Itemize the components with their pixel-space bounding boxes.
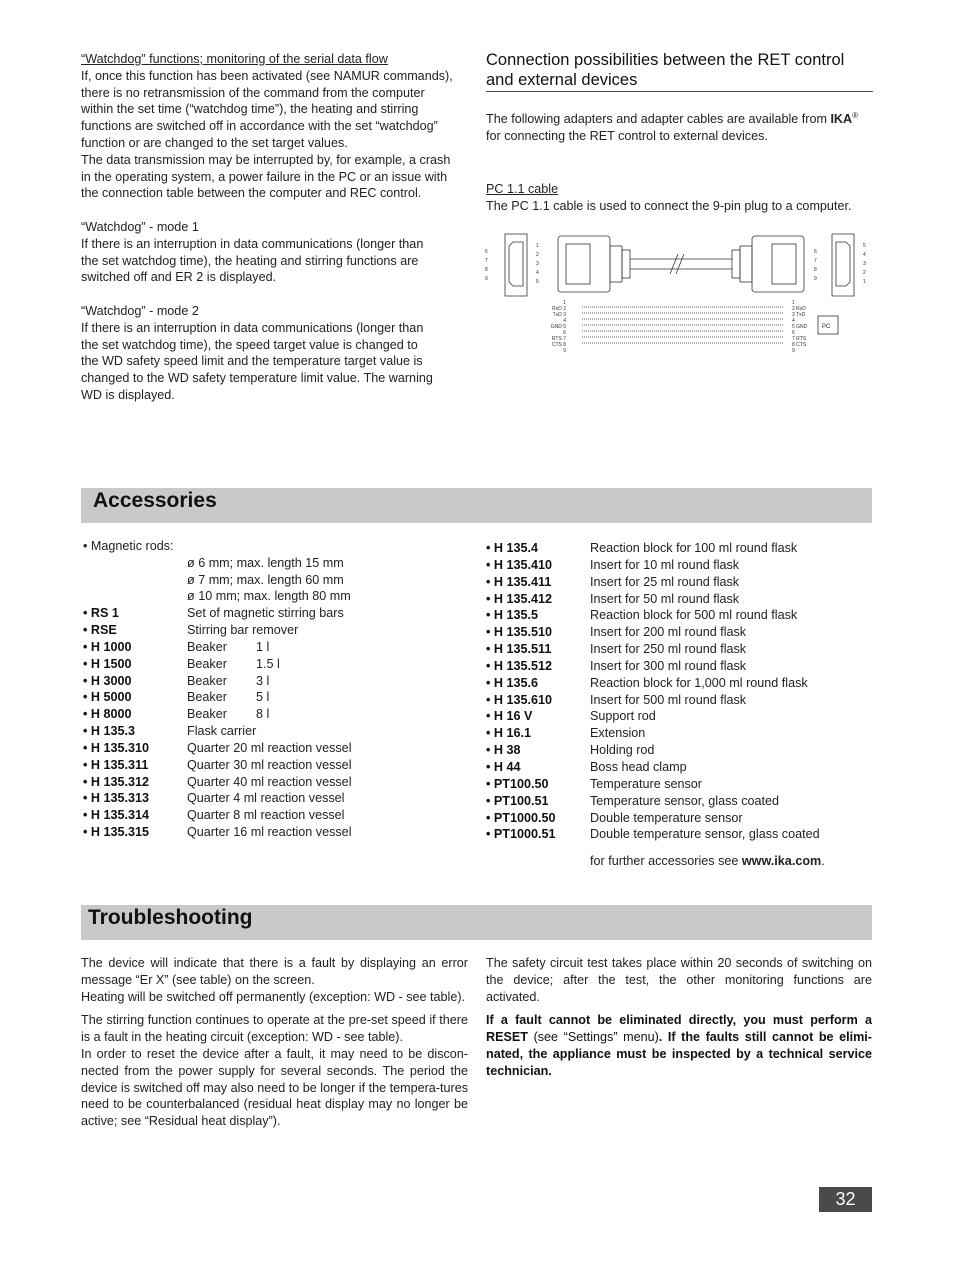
troubleshooting-right (486, 955, 872, 1080)
connection-intro-2: for connecting the RET control to external devices. (486, 128, 768, 143)
magnetic-size-item: ø 6 mm; max. length 15 mm (187, 555, 344, 570)
watchdog-mode1-line: If there is an interruption in data communications (longer than (81, 236, 424, 251)
magnetic-size-item: ø 10 mm; max. length 80 mm (187, 589, 351, 604)
watchdog-intro (81, 68, 473, 202)
watchdog-mode1-text (81, 236, 473, 286)
accessory-description: Boss head clamp (590, 759, 687, 774)
svg-text:1: 1 (536, 243, 539, 249)
accessory-description: Insert for 250 ml round flask (590, 642, 747, 657)
accessory-item (83, 673, 473, 690)
pc-label: PC (822, 324, 831, 330)
svg-text:7: 7 (485, 258, 488, 264)
accessory-code: • H 135.412 (486, 591, 553, 606)
svg-text:RxD 2: RxD 2 (552, 306, 566, 312)
svg-text:5 GND: 5 GND (792, 324, 808, 330)
pc-cable-text: The PC 1.1 cable is used to connect the 9-pin plug to a computer. (486, 198, 852, 213)
accessory-code: • H 135.512 (486, 658, 553, 673)
svg-text:7: 7 (814, 258, 817, 264)
accessory-description: Quarter 16 ml reaction vessel (187, 825, 352, 840)
watchdog-mode2-line: If there is an interruption in data communications (longer than (81, 320, 424, 335)
watchdog-section (81, 51, 473, 404)
accessory-code: • H 8000 (83, 707, 132, 722)
accessory-code: • H 135.5 (486, 608, 539, 623)
troubleshooting-left (81, 955, 468, 1130)
trouble-right-p2: If a fault cannot be eliminated directly, you must perform a RESET (see “Settings” menu). If the faults still cannot be elimi-nated, the appliance must be inspected by a technical service technician. (486, 1013, 872, 1078)
accessory-description: Temperature sensor (590, 776, 702, 791)
svg-text:4: 4 (863, 252, 866, 258)
accessory-item (83, 639, 473, 656)
accessory-item (486, 826, 873, 843)
accessory-description: Beaker (187, 673, 227, 688)
connection-heading-line1: Connection possibilities between the RET control (486, 51, 845, 69)
accessory-code: • H 135.312 (83, 774, 150, 789)
accessory-item (83, 807, 473, 824)
accessory-code: • PT100.51 (486, 793, 549, 808)
magnetic-size-item: ø 7 mm; max. length 60 mm (187, 572, 344, 587)
svg-text:4: 4 (536, 270, 539, 276)
svg-text:7 RTS: 7 RTS (792, 336, 807, 342)
accessory-item (83, 774, 473, 791)
accessory-code: • H 135.314 (83, 808, 150, 823)
accessory-item (83, 689, 473, 706)
accessory-code: • H 3000 (83, 673, 132, 688)
accessory-item (486, 793, 873, 810)
svg-text:1: 1 (863, 279, 866, 285)
accessory-item (486, 574, 873, 591)
accessory-description: Temperature sensor, glass coated (590, 793, 780, 808)
svg-text:5: 5 (863, 243, 866, 249)
accessory-description: Quarter 20 ml reaction vessel (187, 740, 352, 755)
svg-text:8 CTS: 8 CTS (792, 342, 807, 348)
svg-text:CTS 8: CTS 8 (551, 342, 566, 348)
accessory-code: • H 38 (486, 743, 521, 758)
accessory-item (486, 725, 873, 742)
accessory-item (486, 540, 873, 557)
accessory-item (83, 740, 473, 757)
svg-text:6: 6 (814, 249, 817, 255)
svg-text:GND 5: GND 5 (550, 324, 566, 330)
accessory-code: • H 135.410 (486, 557, 553, 572)
accessory-description: Holding rod (590, 743, 655, 758)
watchdog-intro-line: there is no retransmission of the command from the computer (81, 85, 425, 100)
svg-text:6: 6 (563, 330, 566, 336)
ika-website-link[interactable]: www.ika.com (741, 854, 822, 869)
svg-text:9: 9 (792, 348, 795, 354)
accessory-item (83, 656, 473, 673)
accessory-description: Insert for 50 ml round flask (590, 591, 740, 606)
watchdog-mode2-text (81, 320, 473, 404)
svg-text:6: 6 (792, 330, 795, 336)
watchdog-mode1-line: switched off and ER 2 is displayed. (81, 270, 277, 285)
watchdog-mode1-title: “Watchdog” - mode 1 (81, 219, 199, 234)
accessory-code: • H 5000 (83, 690, 132, 705)
accessory-item (83, 790, 473, 807)
page-number-box (819, 1187, 872, 1212)
accessory-volume: 1.5 l (256, 656, 280, 671)
accessory-item (83, 605, 473, 622)
accessory-description: Insert for 300 ml round flask (590, 658, 747, 673)
right-db9-connector (832, 234, 854, 296)
accessories-right (486, 540, 873, 870)
accessories-left (83, 538, 473, 841)
accessory-code: • H 135.310 (83, 740, 150, 755)
accessory-code: • H 135.4 (486, 541, 539, 555)
connection-heading-line2: and external devices (486, 70, 638, 89)
watchdog-mode2-line: changed to the WD safety temperature limit value. The warning (81, 371, 433, 386)
accessory-volume: 5 l (256, 690, 270, 705)
accessory-code: • PT1000.51 (486, 827, 556, 842)
accessory-code: • H 135.610 (486, 692, 553, 707)
accessory-code: • RS 1 (83, 606, 119, 621)
accessory-description: Reaction block for 500 ml round flask (590, 608, 798, 623)
accessory-description: Flask carrier (187, 724, 257, 739)
watchdog-intro-line: in the operating system, a power failure in the PC or an issue with (81, 169, 448, 184)
accessory-item (486, 675, 873, 692)
accessory-description: Beaker (187, 639, 227, 654)
accessory-description: Quarter 8 ml reaction vessel (187, 808, 345, 823)
accessory-item (486, 708, 873, 725)
pc-cable-title: PC 1.1 cable (486, 181, 559, 196)
accessory-item (486, 810, 873, 827)
trouble-left-p4: In order to reset the device after a fault, it may need to be discon-nected from the power supply for several seconds. The period the device is switched off may also need to be longer if the tempera-tures need to be counterbalanced (residual heat display may no longer be active; see “Residual heat display”). (81, 1046, 468, 1129)
accessory-description: Quarter 4 ml reaction vessel (187, 791, 345, 806)
svg-text:8: 8 (814, 267, 817, 273)
accessory-code: • RSE (83, 623, 117, 638)
accessory-description: Insert for 10 ml round flask (590, 557, 740, 572)
connection-section (486, 51, 873, 214)
troubleshooting-title: Troubleshooting (88, 906, 253, 929)
svg-text:4: 4 (792, 318, 795, 324)
accessory-code: • H 135.411 (486, 574, 552, 589)
accessory-item (486, 692, 873, 709)
page-number: 32 (835, 1189, 856, 1209)
svg-text:2: 2 (863, 270, 866, 276)
svg-text:TxD 3: TxD 3 (552, 312, 566, 318)
accessory-code: • PT100.50 (486, 776, 549, 791)
svg-text:2 RxD: 2 RxD (792, 306, 806, 312)
svg-text:1: 1 (563, 300, 566, 306)
accessory-item (486, 641, 873, 658)
accessories-band (81, 488, 872, 523)
accessory-description: Stirring bar remover (187, 623, 299, 638)
accessory-code: • H 135.511 (486, 642, 552, 657)
accessory-code: • H 135.3 (83, 724, 136, 739)
troubleshooting-band (81, 905, 872, 940)
accessory-item (83, 622, 473, 639)
accessory-item (486, 624, 873, 641)
accessory-description: Double temperature sensor, glass coated (590, 827, 820, 842)
watchdog-intro-line: the connection table between the computer and REC control. (81, 186, 422, 201)
accessory-code: • H 16.1 (486, 726, 532, 741)
accessory-description: Insert for 200 ml round flask (590, 625, 747, 640)
svg-text:9: 9 (814, 276, 817, 282)
svg-text:5: 5 (536, 279, 539, 285)
svg-text:3 TxD: 3 TxD (792, 312, 806, 318)
accessory-volume: 3 l (256, 673, 270, 688)
watchdog-intro-line: The data transmission may be interrupted by, for example, a crash (81, 152, 451, 167)
accessory-description: Support rod (590, 709, 656, 724)
accessory-item (83, 706, 473, 723)
svg-text:4: 4 (563, 318, 566, 324)
accessory-description: Insert for 25 ml round flask (590, 574, 740, 589)
accessory-description: Beaker (187, 656, 227, 671)
accessory-code: • H 1500 (83, 656, 132, 671)
accessory-code: • H 135.315 (83, 825, 150, 840)
accessory-code: • H 44 (486, 759, 521, 774)
accessory-code: • H 16 V (486, 709, 533, 724)
accessory-code: • H 135.311 (83, 757, 149, 772)
accessories-title: Accessories (93, 489, 217, 512)
svg-text:9: 9 (485, 276, 488, 282)
svg-text:3: 3 (863, 261, 866, 267)
watchdog-mode2-line: WD is displayed. (81, 387, 175, 402)
magnetic-rods-label: • Magnetic rods: (83, 539, 174, 553)
accessory-item (486, 776, 873, 793)
watchdog-mode1-line: the set watchdog time), the heating and stirring functions are (81, 253, 419, 268)
accessory-description: Set of magnetic stirring bars (187, 606, 344, 621)
pc-cable-diagram (480, 228, 872, 358)
accessory-volume: 1 l (256, 639, 270, 654)
svg-text:8: 8 (485, 267, 488, 273)
watchdog-intro-line: within the set time (“watchdog time”), the heating and stirring (81, 102, 419, 117)
watchdog-intro-line: functions are switched off in accordance with the set “watchdog” (81, 119, 438, 134)
brand-ika: IKA (830, 112, 853, 127)
accessory-code: • H 135.6 (486, 675, 539, 690)
svg-text:2: 2 (536, 252, 539, 258)
accessory-item (486, 658, 873, 675)
accessory-item (83, 723, 473, 740)
accessory-code: • H 135.313 (83, 791, 150, 806)
accessories-right-list (486, 540, 873, 843)
watchdog-intro-line: function or are changed to the set target values. (81, 135, 348, 150)
accessory-item (486, 557, 873, 574)
accessory-item (486, 607, 873, 624)
watchdog-mode2-title: “Watchdog” - mode 2 (81, 303, 199, 318)
accessory-item (486, 759, 873, 776)
trouble-left-p1: The device will indicate that there is a fault by displaying an error message “Er X” (see table) on the screen. (81, 956, 468, 987)
accessory-description: Extension (590, 726, 646, 741)
svg-text:6: 6 (485, 249, 488, 255)
accessory-description: Beaker (187, 707, 227, 722)
accessory-item (83, 757, 473, 774)
left-db9-connector (505, 234, 527, 296)
watchdog-mode2-line: the WD safety speed limit and the temperature target value is (81, 354, 423, 369)
accessory-volume: 8 l (256, 707, 270, 722)
further-accessories: for further accessories see www.ika.com. (590, 854, 825, 869)
svg-text:3: 3 (536, 261, 539, 267)
svg-text:9: 9 (563, 348, 566, 354)
trouble-right-p1: The safety circuit test takes place within 20 seconds of switching on the device; after the test, the other monitoring functions are activated. (486, 956, 872, 1004)
accessory-description: Insert for 500 ml round flask (590, 692, 747, 707)
accessory-item (486, 591, 873, 608)
accessory-description: Quarter 30 ml reaction vessel (187, 757, 352, 772)
connection-intro: The following adapters and adapter cables are available from IKA® (486, 111, 859, 127)
watchdog-mode2-line: the set watchdog time), the speed target value is changed to (81, 337, 418, 352)
accessories-left-list (83, 605, 473, 841)
accessory-code: • H 135.510 (486, 625, 553, 640)
svg-text:1: 1 (792, 300, 795, 306)
accessory-description: Double temperature sensor (590, 810, 743, 825)
magnetic-sizes (83, 555, 473, 605)
accessory-code: • H 1000 (83, 639, 132, 654)
accessory-description: Reaction block for 100 ml round flask (590, 541, 798, 555)
watchdog-intro-line: If, once this function has been activated (see NAMUR commands), (81, 68, 453, 83)
accessory-item (486, 742, 873, 759)
trouble-left-p2: Heating will be switched off permanently (exception: WD - see table). (81, 989, 466, 1004)
svg-text:RTS 7: RTS 7 (551, 336, 566, 342)
accessory-code: • PT1000.50 (486, 810, 556, 825)
trouble-left-p3: The stirring function continues to operate at the pre-set speed if there is a fault in the heating circuit (exception: WD - see table). (81, 1013, 468, 1045)
accessory-item (83, 824, 473, 841)
accessory-description: Quarter 40 ml reaction vessel (187, 774, 352, 789)
connection-heading (486, 51, 873, 92)
watchdog-heading: “Watchdog” functions; monitoring of the serial data flow (81, 52, 388, 66)
accessory-description: Beaker (187, 690, 227, 705)
accessory-description: Reaction block for 1,000 ml round flask (590, 675, 808, 690)
